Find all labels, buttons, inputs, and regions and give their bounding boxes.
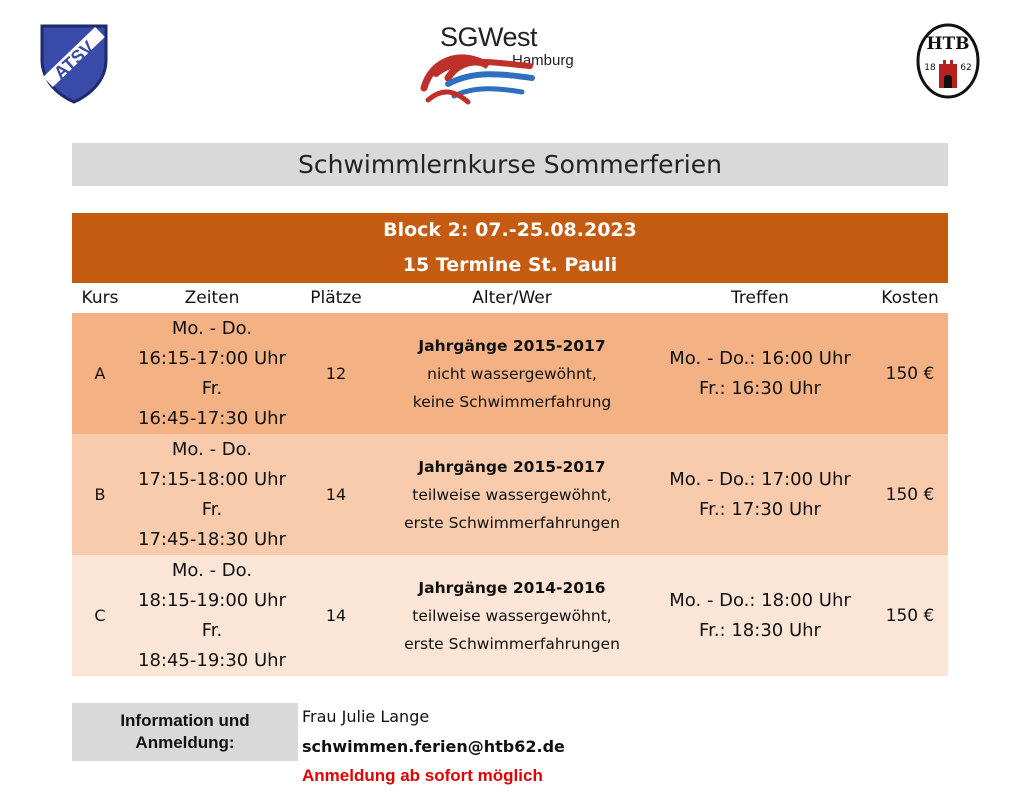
col-header-plaetze: Plätze — [310, 288, 362, 308]
kosten-cell: 150 € — [885, 605, 935, 626]
contact-name: Frau Julie Lange — [302, 707, 430, 726]
col-header-treffen: Treffen — [731, 288, 789, 308]
treffen-line: Fr.: 17:30 Uhr — [699, 498, 821, 520]
zeiten-cell — [128, 555, 296, 676]
info-label — [72, 703, 298, 761]
kosten-cell: 150 € — [885, 484, 935, 505]
kurs-cell: C — [94, 606, 106, 625]
plaetze-cell: 14 — [325, 606, 347, 625]
beschreibung-line: erste Schwimmerfahrungen — [404, 634, 620, 653]
table-row — [72, 555, 948, 676]
zeiten-line: Mo. - Do. — [171, 438, 253, 460]
kurs-cell: A — [94, 364, 106, 383]
jahrgaenge-text: Jahrgänge 2015-2017 — [418, 457, 606, 476]
treffen-line: Fr.: 16:30 Uhr — [699, 377, 821, 399]
treffen-line: Mo. - Do.: 17:00 Uhr — [669, 468, 851, 490]
zeiten-line: 16:15-17:00 Uhr — [138, 347, 286, 369]
treffen-cell — [648, 434, 872, 555]
alter-cell — [376, 313, 648, 434]
sgwest-city: Hamburg — [512, 52, 574, 69]
jahrgaenge-text: Jahrgänge 2015-2017 — [418, 336, 606, 355]
info-label-line: Information und — [120, 711, 250, 730]
htb-logo — [915, 22, 981, 100]
alter-cell — [376, 434, 648, 555]
plaetze-cell: 12 — [325, 364, 347, 383]
beschreibung-line: keine Schwimmerfahrung — [412, 392, 612, 411]
zeiten-line: Mo. - Do. — [171, 317, 253, 339]
zeiten-cell — [128, 434, 296, 555]
jahrgaenge-text: Jahrgänge 2014-2016 — [418, 578, 606, 597]
zeiten-line: 17:45-18:30 Uhr — [138, 528, 286, 550]
zeiten-line: 18:45-19:30 Uhr — [138, 649, 286, 671]
treffen-cell — [648, 313, 872, 434]
beschreibung-line: erste Schwimmerfahrungen — [404, 513, 620, 532]
table-row — [72, 434, 948, 555]
col-header-alter: Alter/Wer — [472, 288, 552, 308]
zeiten-line: 17:15-18:00 Uhr — [138, 468, 286, 490]
info-label-line: Anmeldung: — [135, 733, 235, 752]
htb-logo-text: HTB — [926, 34, 970, 54]
zeiten-line: Fr. — [201, 377, 223, 399]
sgwest-brand: SGWest — [440, 22, 538, 52]
page-title: Schwimmlernkurse Sommerferien — [72, 143, 948, 186]
treffen-line: Fr.: 18:30 Uhr — [699, 619, 821, 641]
kosten-cell: 150 € — [885, 363, 935, 384]
htb-year-left: 18 — [924, 63, 936, 73]
zeiten-line: Mo. - Do. — [171, 559, 253, 581]
beschreibung-line: teilweise wassergewöhnt, — [412, 485, 612, 504]
col-header-kurs: Kurs — [81, 288, 119, 308]
htb-year-right: 62 — [960, 63, 972, 73]
zeiten-line: 18:15-19:00 Uhr — [138, 589, 286, 611]
block-location: 15 Termine St. Pauli — [402, 254, 618, 276]
block-dates: Block 2: 07.-25.08.2023 — [383, 219, 637, 241]
sgwest-logo — [418, 22, 604, 108]
atsv-logo — [36, 20, 112, 104]
treffen-line: Mo. - Do.: 16:00 Uhr — [669, 347, 851, 369]
contact-email-link[interactable]: schwimmen.ferien@htb62.de — [302, 737, 565, 756]
kurs-cell: B — [94, 485, 106, 504]
zeiten-cell — [128, 313, 296, 434]
zeiten-line: Fr. — [201, 498, 223, 520]
registration-note: Anmeldung ab sofort möglich — [302, 766, 543, 785]
zeiten-line: Fr. — [201, 619, 223, 641]
wave-icon — [418, 44, 538, 106]
zeiten-line: 16:45-17:30 Uhr — [138, 407, 286, 429]
col-header-zeiten: Zeiten — [184, 288, 240, 308]
plaetze-cell: 14 — [325, 485, 347, 504]
col-header-kosten: Kosten — [881, 288, 939, 308]
beschreibung-line: nicht wassergewöhnt, — [427, 364, 597, 383]
beschreibung-line: teilweise wassergewöhnt, — [412, 606, 612, 625]
treffen-line: Mo. - Do.: 18:00 Uhr — [669, 589, 851, 611]
atsv-logo-text: ATSV — [49, 36, 99, 84]
table-row — [72, 313, 948, 434]
treffen-cell — [648, 555, 872, 676]
block-header — [72, 213, 948, 283]
alter-cell — [376, 555, 648, 676]
